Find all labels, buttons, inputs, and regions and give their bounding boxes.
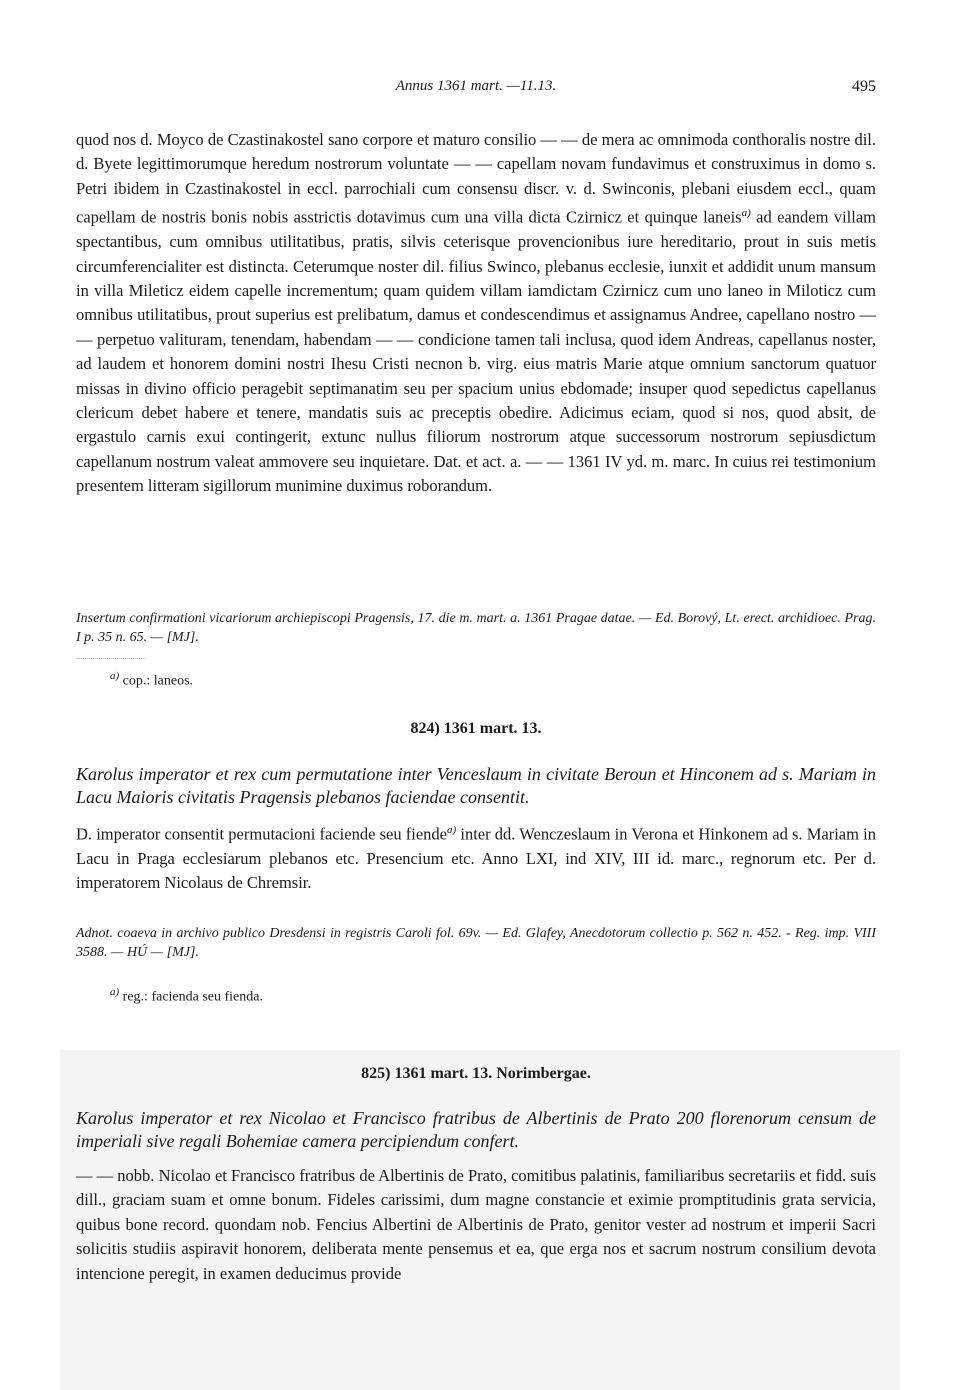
footnote-text: reg.: facienda seu fienda. — [119, 989, 263, 1005]
page-header — [76, 78, 876, 102]
footnote-marker: a) — [741, 207, 751, 220]
doc825-regest: Karolus imperator et rex Nicolao et Francisco fratribus de Albertinis de Prato 200 florenorum censum de imperiali sive regali Bohemiae camera percipiendum confert. — [76, 1108, 876, 1151]
doc824-heading: 824) 1361 mart. 13. — [410, 720, 542, 737]
footnote-mark: a) — [110, 986, 120, 998]
doc824-source-note: Adnot. coaeva in archivo publico Dresdensi in registris Caroli fol. 69v. — Ed. Glafey, Anecdotorum collectio p. 562 n. 452. - Reg. imp. VIII 3588. — HÚ — [MJ]. — [76, 926, 876, 960]
doc825-text: — — nobb. Nicolao et Francisco fratribus de Albertinis de Prato, comitibus palatinis, familiaribus secretariis et fidd. suis dill., graciam suam et omne bonum. Fideles carissimi, dum magne constancie et eximie promptitudinis grata servicia, quibus bone record. quondam nob. Fencius Albertini de Albertinis de Prato, genitor vester ad nostrum et imperii Sacri solicitis studiis aspiravit honorem, deliberata mente pensemus et ea, que erga nos et sacrum nostrum consilium devota intencione peregit, in examen deducimus provide — [76, 1166, 876, 1283]
doc824-text-part2: inter dd. Wenczeslaum in Verona et Hinkonem ad s. Mariam in Lacu in Praga ecclesiarum plebanos etc. Presencium etc. Anno LXI, ind XIV, III id. marc., regnorum etc. Per d. imperatorem Nicolaus de Chremsir. — [76, 824, 876, 893]
doc824-regest: Karolus imperator et rex cum permutatione inter Venceslaum in civitate Beroun et Hinconem ad s. Mariam in Lacu Maioris civitatis Pragensis plebanos faciendae consentit. — [76, 764, 876, 807]
doc823-source-note: Insertum confirmationi vicariorum archiepiscopi Pragensis, 17. die m. mart. a. 1361 Pragae datae. — Ed. Borový, Lt. erect. archidioec. Prag. I p. 35 n. 65. — [MJ]. — [76, 611, 876, 645]
footnote-marker: a) — [447, 824, 457, 836]
footnote-mark: a) — [110, 670, 120, 682]
footnote-text: cop.: laneos. — [119, 673, 194, 689]
doc823-text-part2: ad eandem villam spectantibus, cum omnibus utilitatibus, pratis, silvis ceterisque provencionibus iure hereditario, prout in suis metis circumferencialiter est distincta. Ceterumque noster dil. filius Swinco, plebanus ecclesie, iunxit et addidit unum mansum in villa Mileticz eidem capelle incrementum; quam quidem villam iamdictam Czirnicz cum uno laneo in Miloticz cum omnibus utilitatibus, prout superius est prelibatum, damus et condescendimus et assignamus Andree, capellano nostro — — perpetuo valituram, tenendam, habendam — — condicione tamen tali inclusa, quod idem Andreas, capellanus noster, ad laudem et honorem domini nostri Ihesu Cristi necnon b. virg. eius matris Marie atque omnium sanctorum quatuor missas in divino officio peragebit septimanatim seu per spacium unius ebdomade; insuper quod sepedictus capellanus clericum debet habere et tenere, mandatis suis ac preceptis obedire. Adicimus eciam, quod si nos, quod absit, de ergastulo carnis exui contingerit, extunc nullus filiorum nostrorum atque successorum nostrorum sepiusdictum capellanum nostrum valeat ammovere seu inquietare. Dat. et act. a. — — 1361 IV yd. m. marc. In cuius rei testimonium presentem litteram sigillorum munimine duximus roborandum. — [76, 207, 876, 496]
doc824-text-part1: D. imperator consentit permutacioni faciende seu fiende — [76, 824, 447, 844]
footnote-rule — [76, 658, 146, 659]
running-title: Annus 1361 mart. —11.13. — [395, 78, 557, 94]
doc823-text-part1: quod nos d. Moyco de Czastinakostel sano corpore et maturo consilio — — de mera ac omnimoda conthoralis nostre dil. d. Byete legittimorumque heredum nostrorum voluntate — — capellam novam fundavimus et construximus in domo s. Petri ibidem in Czastinakostel in eccl. parrochiali cum consensu discr. v. d. Swinconis, plebani eiusdem eccl., quam capellam de nostris bonis nobis asstrictis dotavimus cum una villa dicta Czirnicz et quinque laneis — [76, 130, 876, 227]
doc824-text — [76, 818, 876, 896]
page-number: 495 — [852, 78, 876, 95]
doc824-footnote — [110, 986, 263, 1006]
doc823-text — [76, 128, 876, 499]
doc825-heading: 825) 1361 mart. 13. Norimbergae. — [361, 1065, 591, 1082]
doc823-footnote — [110, 670, 193, 690]
